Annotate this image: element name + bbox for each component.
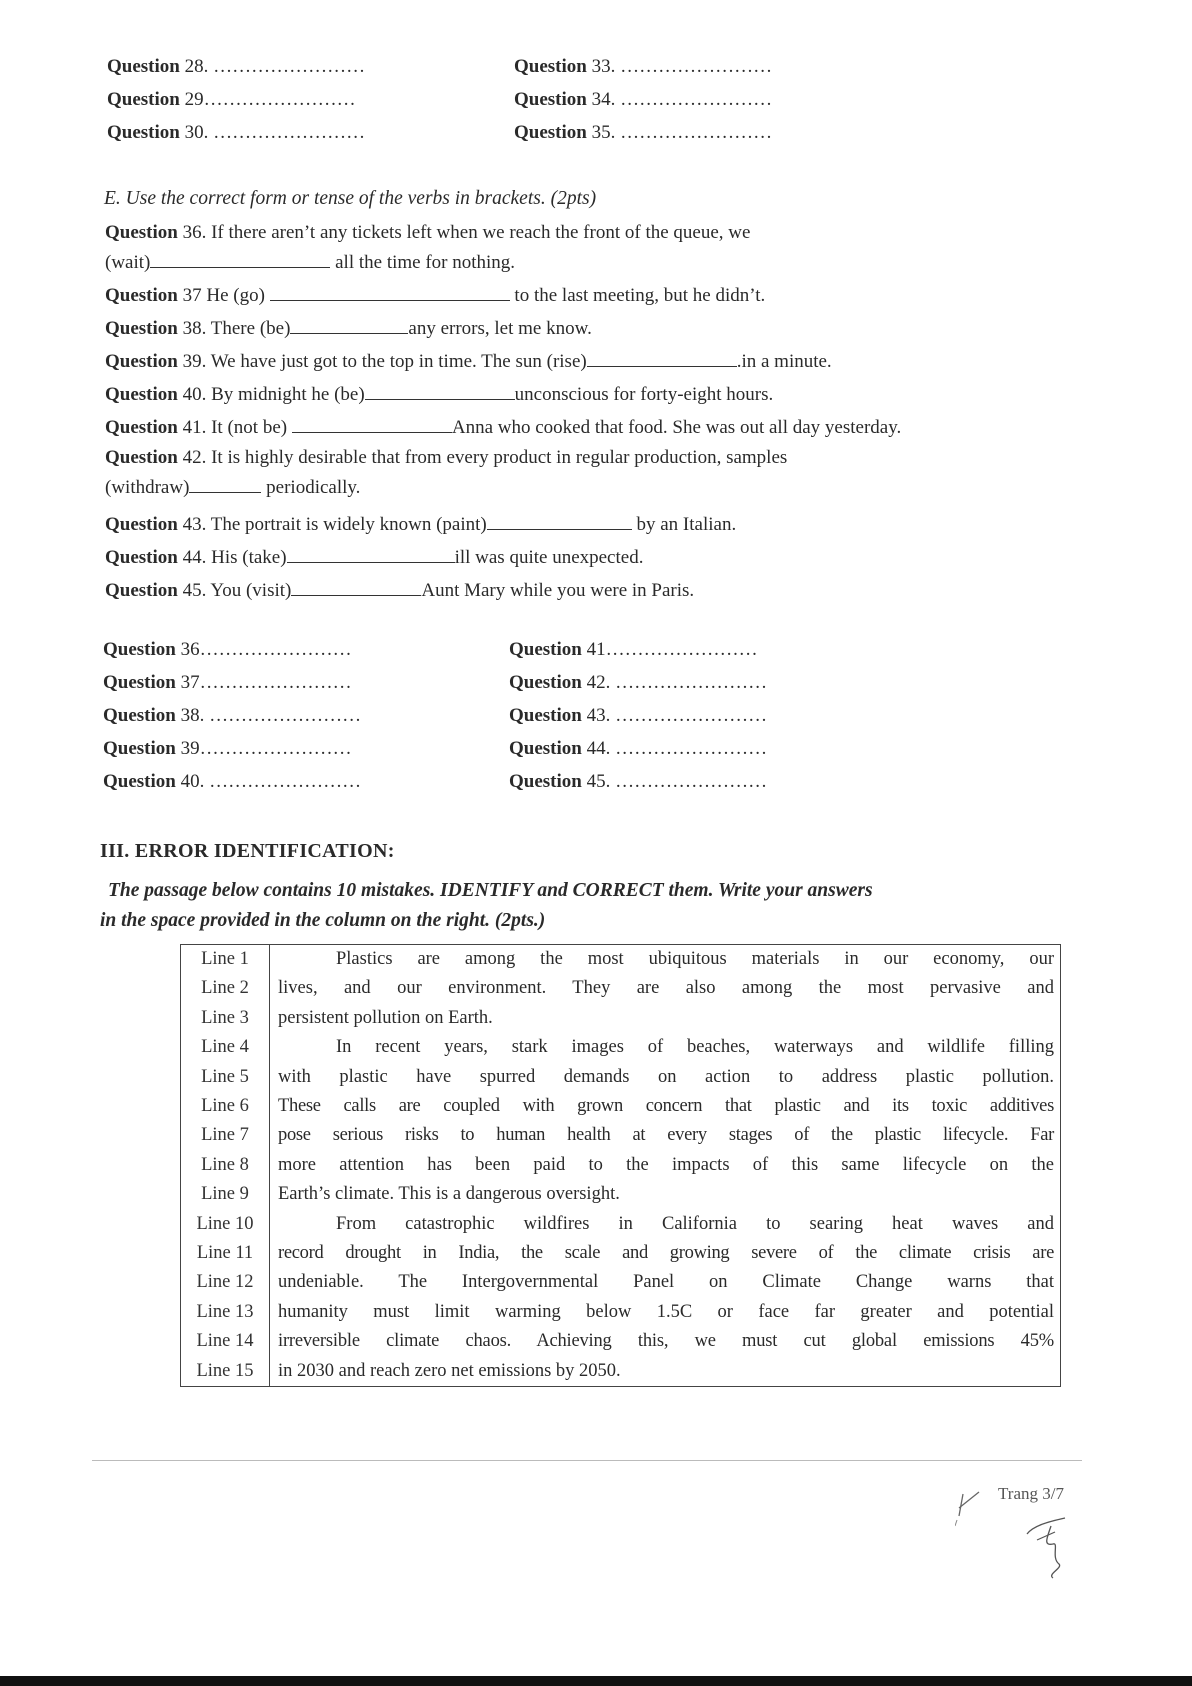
passage-text: lives, and our environment. They are also among the most pervasive and (278, 978, 1054, 999)
line-number: Line 14 (181, 1327, 270, 1356)
passage-line (181, 1180, 1061, 1209)
question-37: Question 37 He (go) to the last meeting, but he didn’t. (105, 282, 765, 307)
page-bottom-border (0, 1676, 1192, 1686)
passage-line (181, 1033, 1061, 1062)
passage-text: irreversible climate chaos. Achieving this, we must cut global emissions 45% (278, 1331, 1054, 1352)
line-number: Line 9 (181, 1180, 270, 1209)
passage-line (181, 1063, 1061, 1092)
answer-blank[interactable] (189, 474, 261, 493)
passage-line (181, 1268, 1061, 1297)
question-38: Question 38. There (be) any errors, let me know. (105, 315, 592, 340)
section-iii-title: III. ERROR IDENTIFICATION: (100, 840, 395, 862)
passage-line (181, 1151, 1061, 1180)
line-number: Line 5 (181, 1063, 270, 1092)
line-number: Line 7 (181, 1121, 270, 1150)
answer-blank[interactable] (365, 381, 515, 400)
passage-text: persistent pollution on Earth. (278, 1007, 493, 1028)
answer-blank[interactable] (291, 577, 421, 596)
line-number: Line 2 (181, 974, 270, 1003)
passage-line (181, 1121, 1061, 1150)
passage-line (181, 974, 1061, 1003)
answer-slot[interactable]: Question 35. …………………… (514, 122, 773, 143)
line-number: Line 15 (181, 1357, 270, 1387)
answer-blank[interactable] (290, 315, 408, 334)
question-42-cont: (withdraw) periodically. (105, 474, 360, 499)
passage-text: Plastics are among the most ubiquitous materials in our economy, our (336, 949, 1054, 969)
answer-blank[interactable] (287, 544, 455, 563)
answer-slot[interactable]: Question 39…………………… (103, 738, 352, 759)
line-number: Line 4 (181, 1033, 270, 1062)
line-number: Line 6 (181, 1092, 270, 1121)
passage-text: Earth’s climate. This is a dangerous oversight. (278, 1184, 620, 1205)
signature-icon (955, 1478, 1125, 1588)
question-43: Question 43. The portrait is widely known (paint) by an Italian. (105, 511, 736, 536)
passage-text: In recent years, stark images of beaches, waterways and wildlife filling (336, 1037, 1054, 1058)
line-number: Line 13 (181, 1298, 270, 1327)
line-number: Line 3 (181, 1004, 270, 1033)
answer-slot[interactable]: Question 36…………………… (103, 639, 352, 660)
passage-line (181, 1004, 1061, 1033)
line-number: Line 8 (181, 1151, 270, 1180)
answer-slot[interactable]: Question 37…………………… (103, 672, 352, 693)
question-36-cont: (wait) all the time for nothing. (105, 249, 515, 274)
question-36: Question 36. If there aren’t any tickets left when we reach the front of the queue, we (105, 222, 751, 243)
passage-text: with plastic have spurred demands on action to address plastic pollution. (278, 1066, 1054, 1087)
line-number: Line 10 (181, 1210, 270, 1239)
passage-text: in 2030 and reach zero net emissions by 2050. (278, 1360, 621, 1381)
passage-text: pose serious risks to human health at every stages of the plastic lifecycle. Far (278, 1125, 1054, 1146)
section-e-instruction: E. Use the correct form or tense of the verbs in brackets. (2pts) (104, 188, 597, 209)
passage-text: From catastrophic wildfires in California to searing heat waves and (336, 1213, 1054, 1234)
passage-line (181, 1239, 1061, 1268)
answer-slot[interactable]: Question 28. …………………… (107, 56, 366, 77)
passage-line (181, 1357, 1061, 1387)
passage-text: These calls are coupled with grown concern that plastic and its toxic additives (278, 1096, 1054, 1117)
answer-blank[interactable] (270, 282, 510, 301)
answer-slot[interactable]: Question 40. …………………… (103, 771, 362, 792)
answer-slot[interactable]: Question 29…………………… (107, 89, 356, 110)
answer-slot[interactable]: Question 33. …………………… (514, 56, 773, 77)
question-41: Question 41. It (not be) Anna who cooked that food. She was out all day yesterday. (105, 414, 901, 439)
answer-slot[interactable]: Question 42. …………………… (509, 672, 768, 693)
answer-blank[interactable] (292, 414, 452, 433)
footer-rule (92, 1460, 1082, 1461)
passage-line (181, 1298, 1061, 1327)
passage-line (181, 1327, 1061, 1356)
answer-blank[interactable] (150, 249, 330, 268)
passage-text: undeniable. The Intergovernmental Panel on Climate Change warns that (278, 1272, 1054, 1293)
section-iii-instruction-line1: The passage below contains 10 mistakes. IDENTIFY and CORRECT them. Write your answers (108, 880, 873, 901)
question-45: Question 45. You (visit) Aunt Mary while you were in Paris. (105, 577, 694, 602)
section-iii-instruction-line2: in the space provided in the column on the right. (2pts.) (100, 910, 546, 931)
answer-slot[interactable]: Question 34. …………………… (514, 89, 773, 110)
line-number: Line 11 (181, 1239, 270, 1268)
line-number: Line 12 (181, 1268, 270, 1297)
answer-slot[interactable]: Question 30. …………………… (107, 122, 366, 143)
error-passage-table (180, 944, 1061, 1387)
line-number: Line 1 (181, 945, 270, 975)
passage-line (181, 1092, 1061, 1121)
answer-blank[interactable] (487, 511, 632, 530)
answer-slot[interactable]: Question 45. …………………… (509, 771, 768, 792)
answer-slot[interactable]: Question 38. …………………… (103, 705, 362, 726)
answer-slot[interactable]: Question 41…………………… (509, 639, 758, 660)
question-39: Question 39. We have just got to the top in time. The sun (rise) .in a minute. (105, 348, 832, 373)
passage-line (181, 945, 1061, 975)
question-42: Question 42. It is highly desirable that from every product in regular production, samples (105, 447, 788, 468)
answer-blank[interactable] (587, 348, 737, 367)
passage-text: more attention has been paid to the impacts of this same lifecycle on the (278, 1154, 1054, 1175)
passage-text: record drought in India, the scale and growing severe of the climate crisis are (278, 1243, 1054, 1264)
page-number: Trang 3/7 (998, 1484, 1064, 1503)
answer-slot[interactable]: Question 44. …………………… (509, 738, 768, 759)
question-40: Question 40. By midnight he (be) unconscious for forty-eight hours. (105, 381, 773, 406)
question-44: Question 44. His (take) ill was quite unexpected. (105, 544, 643, 569)
answer-slot[interactable]: Question 43. …………………… (509, 705, 768, 726)
passage-line (181, 1210, 1061, 1239)
passage-text: humanity must limit warming below 1.5C or face far greater and potential (278, 1301, 1054, 1322)
